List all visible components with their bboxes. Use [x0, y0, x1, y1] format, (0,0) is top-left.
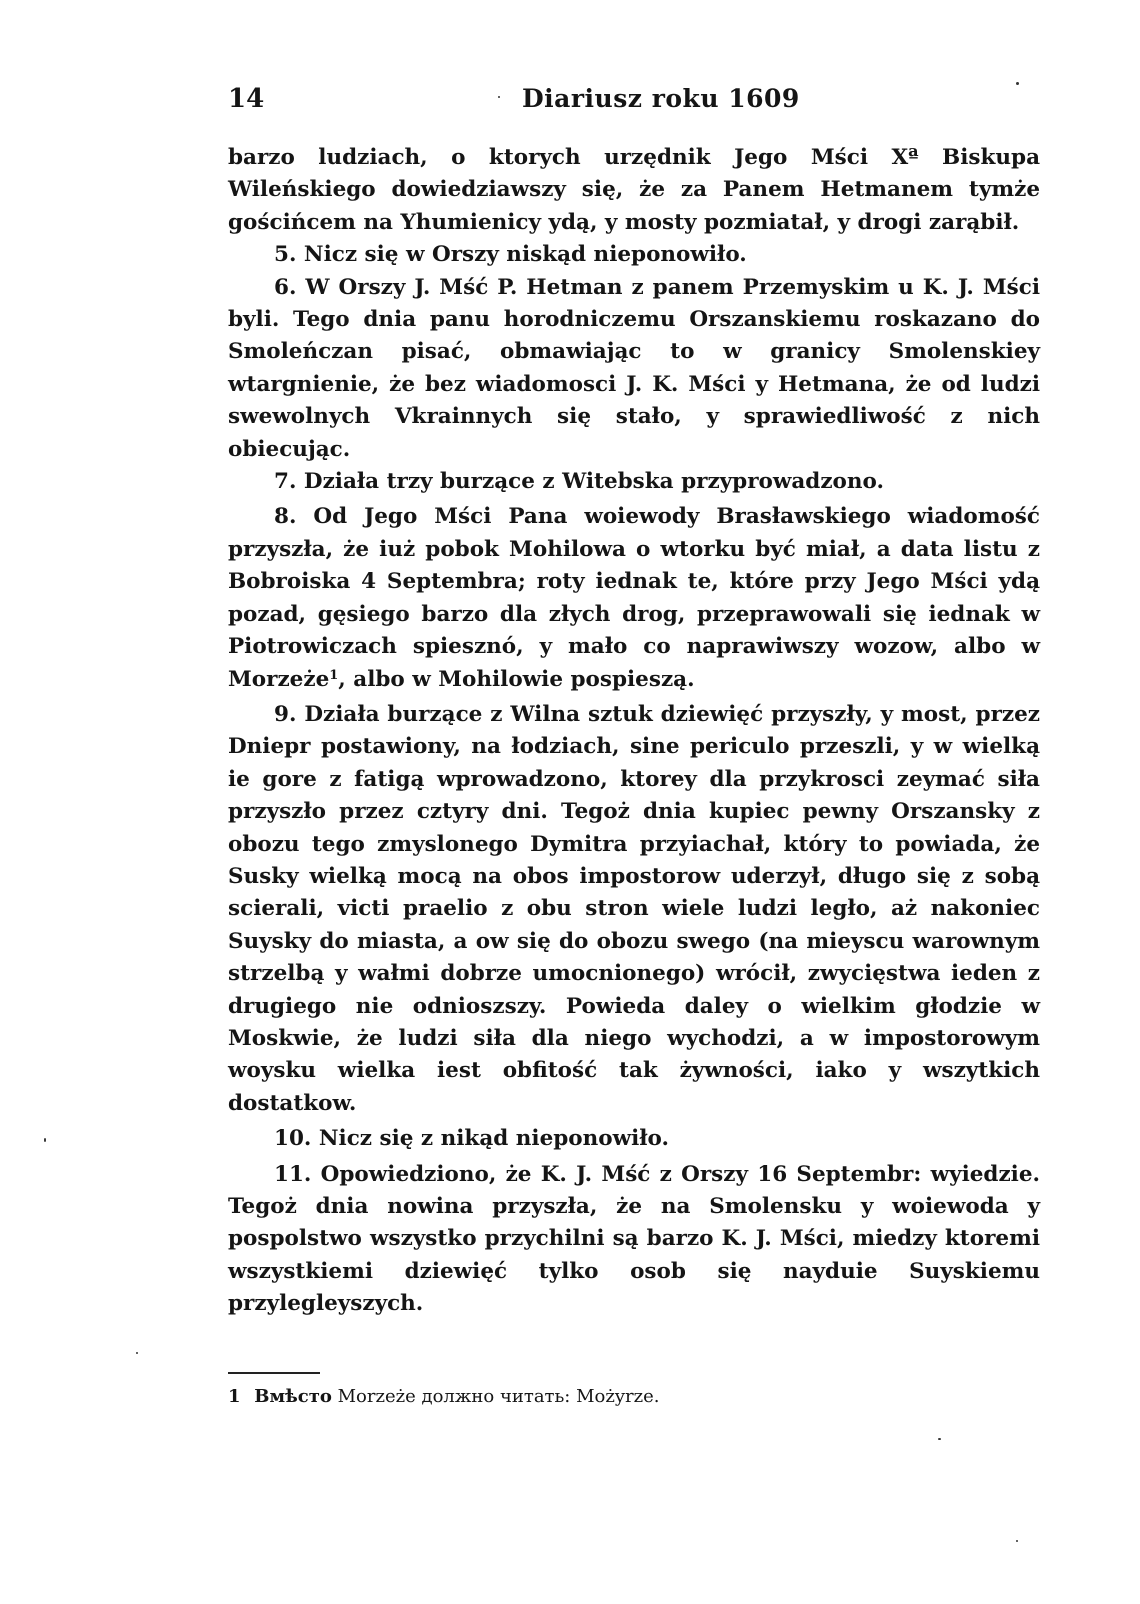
paragraph-5: 5. Nicz się w Orszy niskąd nieponowiło. [274, 242, 747, 268]
paragraph-9: 9. Działa burzące z Wilna sztuk dziewięć przyszły, y most, przez Dniepr postawiony, na łodziach, sine periculo przeszli, y w wielką ie gore z fatigą wprowadzono, ktorey dla przykrosci zeymać siła przyszło przez cztyry dni. Tegoż dnia kupiec pewny Orszansky z obozu tego zmyslonego Dymitra przyiachał, który to powiada, że Susky wielką mocą na obos impostorow uderzył, długo się z sobą scierali, victi praelio z obu stron wiele ludzi legło, aż nakoniec Suysky do miasta, a ow się do obozu swego (na mieyscu warownym strzelbą y wałmi dobrze umocnionego) wrócił, zwycięstwa ieden z drugiego nie odnioszszy. Powieda daley o wielkim głodzie w Moskwie, że ludzi siła dla niego wychodzi, a w impostorowym woysku wielka iest obfitość tak żywności, iako y wszytkich dostatkow. [228, 701, 1040, 1116]
paragraph-7: 7. Działa trzy burzące z Witebska przyprowadzono. [274, 469, 884, 495]
paragraph-11: 11. Opowiedziono, że K. J. Mść z Orszy 16 Septembr: wyiedzie. Tegoż dnia nowina przyszła, że na Smolensku y woiewoda y pospolstwo wszystko przychilni są barzo K. J. Mści, miedzy ktoremi wszystkiemi dziewięć tylko osob się nayduie Suyskiemu przylegleyszych. [228, 1161, 1040, 1317]
scan-speck [1016, 82, 1019, 85]
scan-speck [136, 1352, 138, 1354]
paragraph-6: 6. W Orszy J. Mść P. Hetman z panem Przemyskim u K. J. Mści byli. Tego dnia panu horodniczemu Orszanskiemu roskazano do Smoleńczan pisać, obmawiając to w granicy Smolenskiey wtargnienie, że bez wiadomosci J. K. Mści y Hetmana, że od ludzi swewolnych Vkrainnych się stało, y sprawiedliwość z nich obiecując. [228, 274, 1040, 462]
footnote-mark: 1 [228, 1386, 241, 1407]
paragraph-8-text-after: , albo w Mohilowie pospieszą. [338, 666, 695, 692]
scan-speck [44, 1138, 46, 1142]
paragraph-10: 10. Nicz się z nikąd nieponowiło. [274, 1126, 669, 1152]
running-head: Diariusz roku 1609 [522, 84, 800, 113]
paragraph-8 [228, 501, 1040, 695]
paragraph-8-text: 8. Od Jego Mści Pana woiewody Brasławskiego wiadomość przyszła, że iuż pobok Mohilowa o wtorku być miał, a data listu z Bobroiska 4 Septembra; roty iednak te, które przy Jego Mści ydą pozad, gęsiego barzo dla złych drog, przeprawowali się iednak w Piotrowiczach spiesznó, y mało co naprawiwszy wozow, albo w Morzeże [228, 504, 1040, 692]
footnote-text: Morzeże должно читать: Możyrze. [337, 1386, 660, 1407]
footnote-reference: 1 [329, 667, 339, 683]
body-text [228, 142, 1040, 1321]
paragraph-continued: barzo ludziach, o ktorych urzędnik Jego Mści Xª Biskupa Wileńskiego dowiedziawszy się, że za Panem Hetmanem tymże gościńcem na Yhumienicy ydą, y mosty pozmiatał, y drogi zarąbił. [228, 145, 1040, 235]
footnote-divider [228, 1372, 320, 1374]
scan-speck [1016, 1540, 1018, 1542]
footnote [228, 1384, 659, 1410]
page-header [228, 84, 1030, 120]
scan-speck [498, 96, 500, 98]
scan-speck [938, 1438, 941, 1440]
page-number: 14 [228, 84, 265, 114]
footnote-prefix: Вмѣсто [254, 1386, 332, 1407]
